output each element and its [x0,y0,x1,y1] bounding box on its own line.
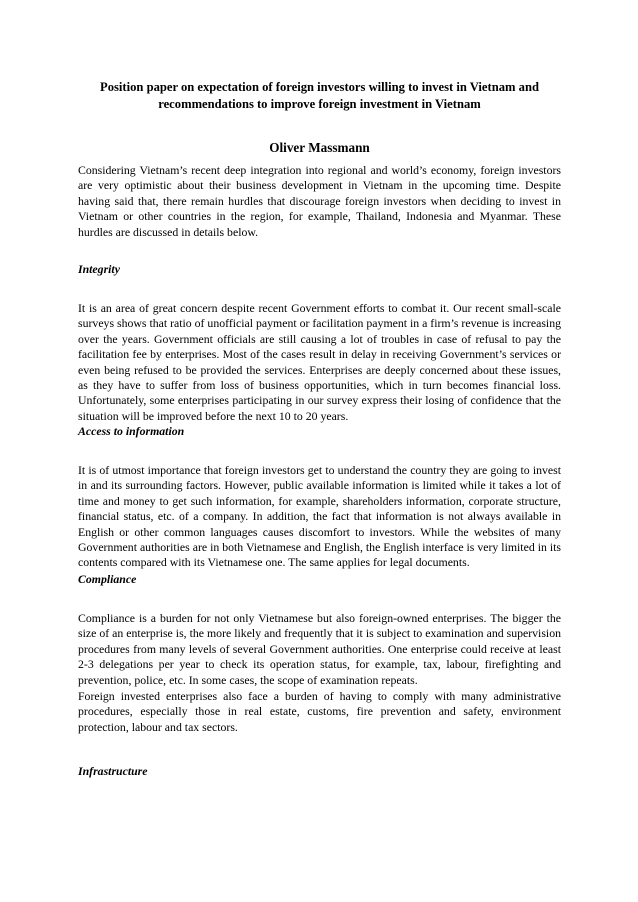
section-heading-infrastructure: Infrastructure [78,764,148,778]
document-title: Position paper on expectation of foreign investors willing to invest in Vietnam and recommendations to improve foreign investment in Vietnam [100,80,539,111]
integrity-paragraph: It is an area of great concern despite recent Government efforts to combat it. Our recent small-scale surveys shows that ratio of unofficial payment or facilitation payment in a firm’s revenue is increasing over the years. Government officials are still causing a lot of troubles in case of refusal to pay the facilitation fee by enterprises. Most of the cases result in delay in receiving Government’s services or even being refused to be provided the services. Enterprises are deeply concerned about these issues, as they have to suffer from loss of business opportunities, which in turn becomes financial loss. Unfortunately, some enterprises participating in our survey express their losing of confidence that the situation will be improved before the next 10 to 20 years. [78,301,561,423]
document-author: Oliver Massmann [269,140,370,155]
intro-paragraph: Considering Vietnam’s recent deep integration into regional and world’s economy, foreign investors are very optimistic about their business development in Vietnam in the upcoming time. Despite having said that, there remain hurdles that discourage foreign investors when deciding to invest in Vietnam or other countries in the region, for example, Thailand, Indonesia and Myanmar. These hurdles are discussed in details below. [78,163,561,239]
section-heading-access-to-information: Access to information [78,424,185,438]
access-to-information-paragraph: It is of utmost importance that foreign investors get to understand the country they are going to invest in and its surrounding factors. However, public available information is limited while it takes a lot of time and money to get such information, for example, shareholders information, corporate structure, financial status, etc. of a company. In addition, the fact that information is not always available in English or other common languages causes discomfort to investors. While the websites of many Government authorities are in both Vietnamese and English, the English interface is very limited in its contents compared with its Vietnamese one. The same applies for legal documents. [78,463,561,570]
compliance-paragraph-2: Foreign invested enterprises also face a burden of having to comply with many administrative procedures, especially those in real estate, customs, fire prevention and safety, environment protection, labour and tax sectors. [78,689,561,734]
section-heading-integrity: Integrity [78,262,120,276]
section-heading-compliance: Compliance [78,572,137,586]
compliance-paragraph-1: Compliance is a burden for not only Vietnamese but also foreign-owned enterprises. The bigger the size of an enterprise is, the more likely and frequently that it is subject to examination and supervision procedures from many levels of several Government authorities. One enterprise could receive at least 2-3 delegations per year to check its operation status, for example, tax, labour, firefighting and prevention, police, etc. In some cases, the scope of examination repeats. [78,611,561,687]
